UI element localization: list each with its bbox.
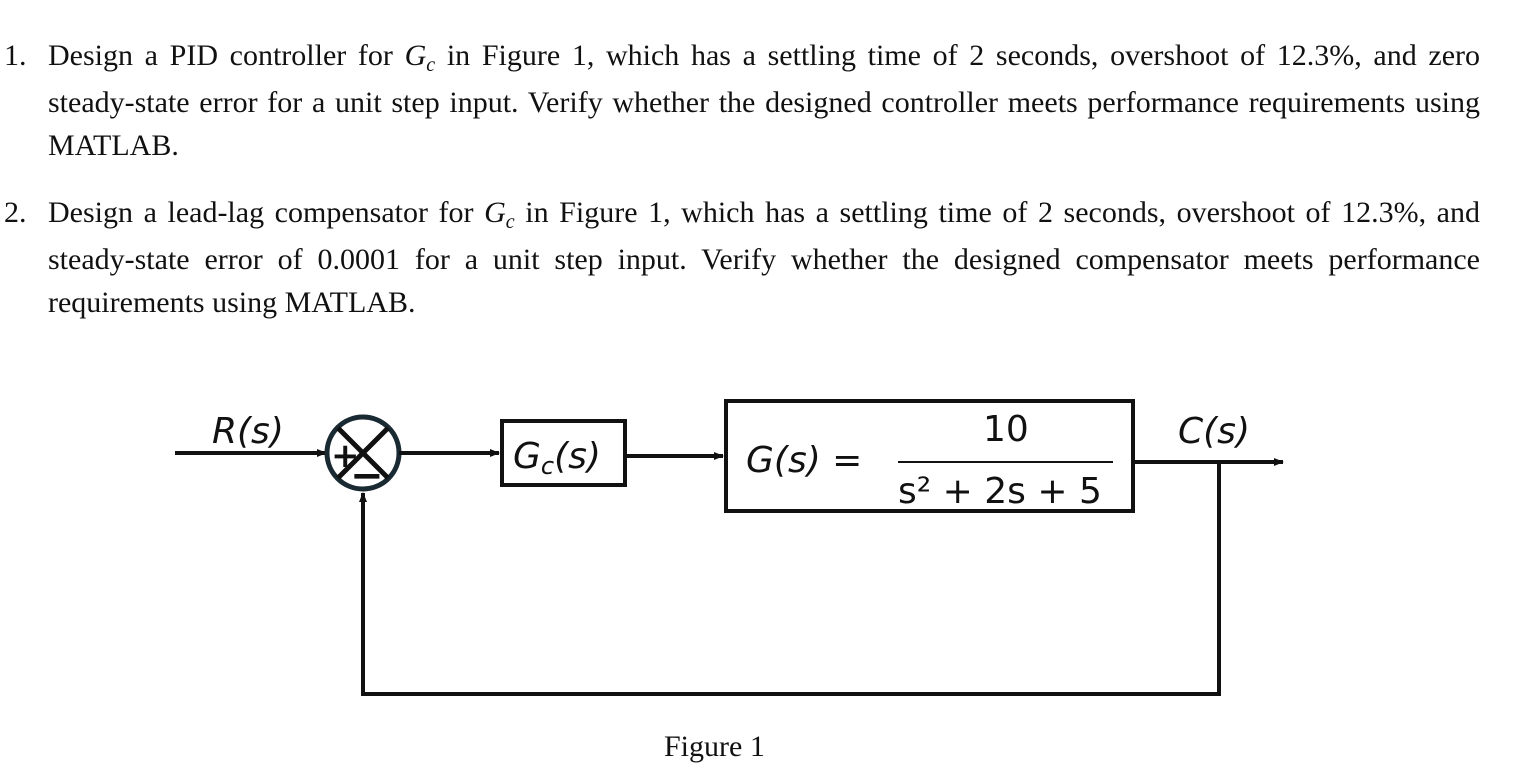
summing-minus-sign: −	[350, 453, 384, 499]
controller-label	[513, 436, 601, 480]
problem-2-var-sub: c	[505, 211, 515, 233]
problem-1-number: 1.	[4, 39, 27, 72]
problem-1-text-before: Design a PID controller for	[48, 39, 405, 72]
plant-numerator: 10	[983, 409, 1029, 450]
summing-plus-sign: +	[331, 436, 360, 476]
problem-2-var: G	[484, 196, 506, 229]
output-label: C(s)	[1178, 411, 1250, 452]
figure-caption: Figure 1	[664, 730, 765, 763]
controller-label-arg: (s)	[554, 436, 601, 477]
problem-2-number: 2.	[4, 196, 27, 229]
problem-2-text-before: Design a lead-lag compensator for	[48, 196, 485, 229]
plant-denominator: s² + 2s + 5	[898, 471, 1102, 512]
problem-1-text-after: in Figure 1, which has a settling time of 2 seconds, overshoot of 12.3%, and zero steady-state error for a unit step input. Verify whether the designed controller meets performance requirements using MATLAB.	[48, 39, 1480, 162]
plant-lhs: G(s) =	[746, 440, 863, 481]
problem-1-var-sub: c	[426, 54, 436, 76]
input-label: R(s)	[212, 411, 284, 452]
problem-2-text-after: in Figure 1, which has a settling time of 2 seconds, overshoot of 12.3%, and steady-state error of 0.0001 for a unit step input. Verify whether the designed compensator meets performance requirements using MATLAB.	[48, 196, 1480, 319]
summing-junction	[327, 417, 399, 499]
controller-label-sub: c	[540, 452, 555, 480]
problem-1-var: G	[404, 39, 427, 72]
controller-label-main: G	[513, 436, 541, 477]
